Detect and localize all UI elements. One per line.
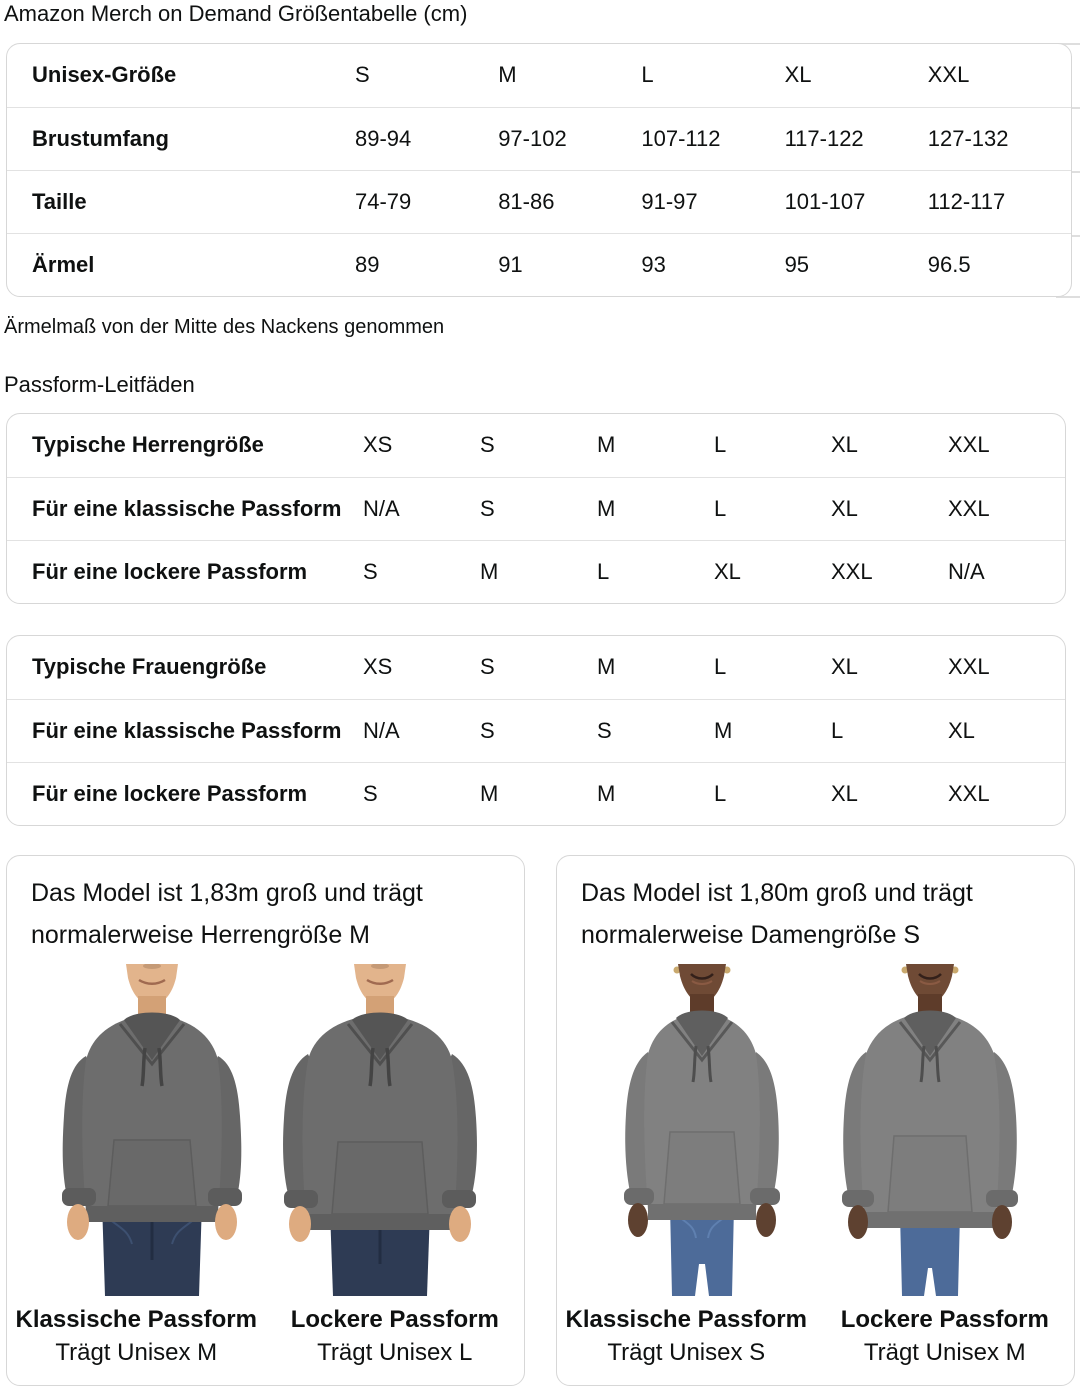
size-value: M xyxy=(714,699,831,762)
model-photo-classic-fit-male xyxy=(40,964,264,1296)
size-value: XL xyxy=(948,699,1065,762)
fit-label: Lockere Passform xyxy=(290,1306,499,1333)
table-row xyxy=(7,540,1065,603)
size-value: 81-86 xyxy=(498,170,641,233)
model-photo-loose-fit-female xyxy=(818,964,1042,1296)
size-value: S xyxy=(480,699,597,762)
row-label: Für eine lockere Passform xyxy=(7,540,363,603)
size-value: S xyxy=(480,654,495,680)
row-label: Für eine klassische Passform xyxy=(7,477,363,540)
size-value: N/A xyxy=(363,477,480,540)
row-label: Typische Herrengröße xyxy=(32,432,264,458)
unisex-size-table xyxy=(7,44,1071,296)
fit-labels-row xyxy=(7,1304,524,1370)
size-value: XL xyxy=(831,762,948,825)
size-value: M xyxy=(480,762,597,825)
size-value: 74-79 xyxy=(355,170,498,233)
size-value: 91 xyxy=(498,233,641,296)
row-label: Für eine klassische Passform xyxy=(7,699,363,762)
size-value: XXL xyxy=(948,654,990,680)
size-value: XL xyxy=(784,62,812,88)
womens-fit-table xyxy=(7,636,1065,825)
size-value: 91-97 xyxy=(641,170,784,233)
size-value: 117-122 xyxy=(785,107,928,170)
size-value: S xyxy=(480,432,495,458)
table-row xyxy=(7,477,1065,540)
size-value: N/A xyxy=(948,540,1065,603)
size-value: S xyxy=(355,62,370,88)
page-title: Amazon Merch on Demand Größentabelle (cm) xyxy=(4,1,468,26)
size-value: XL xyxy=(831,477,948,540)
size-value: XXL xyxy=(948,477,1065,540)
size-value: 127-132 xyxy=(928,107,1071,170)
model-photos-row xyxy=(7,964,524,1296)
row-label: Typische Frauengröße xyxy=(32,654,267,680)
fit-size-label: Trägt Unisex M xyxy=(863,1339,1026,1366)
model-description: Das Model ist 1,80m groß und trägt normalerweise Damengröße S xyxy=(581,879,973,949)
table-row xyxy=(7,699,1065,762)
size-value: XXL xyxy=(927,62,970,88)
size-value: L xyxy=(714,432,727,458)
unisex-size-table-card xyxy=(6,43,1072,297)
model-photo-loose-fit-male xyxy=(268,964,492,1296)
size-value: S xyxy=(597,699,714,762)
size-value: M xyxy=(597,477,714,540)
size-value: L xyxy=(597,540,714,603)
sleeve-measure-note: Ärmelmaß von der Mitte des Nackens genommen xyxy=(4,316,445,338)
size-value: L xyxy=(641,62,654,88)
womens-fit-table-card xyxy=(6,635,1066,826)
mens-fit-table xyxy=(7,414,1065,603)
mens-model-card xyxy=(6,855,525,1386)
size-value: M xyxy=(597,654,616,680)
table-row xyxy=(7,44,1071,107)
table-row xyxy=(7,170,1071,233)
table-row xyxy=(7,414,1065,477)
size-value: 107-112 xyxy=(641,107,784,170)
row-label: Für eine lockere Passform xyxy=(7,762,363,825)
size-value: 97-102 xyxy=(498,107,641,170)
fit-label: Lockere Passform xyxy=(840,1306,1049,1333)
row-label: Brustumfang xyxy=(7,107,355,170)
size-value: M xyxy=(597,762,714,825)
size-value: M xyxy=(597,432,616,458)
size-value: L xyxy=(714,477,831,540)
fit-label: Klassische Passform xyxy=(565,1306,807,1333)
size-value: L xyxy=(714,654,727,680)
size-value: XL xyxy=(831,432,858,458)
fit-size-label: Trägt Unisex L xyxy=(317,1339,473,1366)
size-value: 112-117 xyxy=(928,170,1071,233)
row-label: Unisex-Größe xyxy=(32,62,177,88)
mens-fit-table-card xyxy=(6,413,1066,604)
model-description: Das Model ist 1,83m groß und trägt normalerweise Herrengröße M xyxy=(31,879,423,949)
size-value: 101-107 xyxy=(785,170,928,233)
fit-label-block xyxy=(557,1304,816,1370)
table-row xyxy=(7,233,1071,296)
size-value: M xyxy=(480,540,597,603)
size-value: S xyxy=(363,762,480,825)
size-value: 89-94 xyxy=(355,107,498,170)
size-value: XS xyxy=(363,654,393,680)
fit-labels-row xyxy=(557,1304,1074,1370)
size-value: L xyxy=(831,699,948,762)
fit-size-label: Trägt Unisex S xyxy=(607,1339,766,1366)
table-row xyxy=(7,762,1065,825)
fit-guides-heading: Passform-Leitfäden xyxy=(4,372,195,397)
fit-label-block xyxy=(266,1304,525,1370)
size-value: 89 xyxy=(355,233,498,296)
fit-label-block xyxy=(816,1304,1075,1370)
size-value: M xyxy=(498,62,517,88)
size-value: L xyxy=(714,762,831,825)
model-photo-classic-fit-female xyxy=(590,964,814,1296)
size-value: S xyxy=(363,540,480,603)
fit-label: Klassische Passform xyxy=(15,1306,257,1333)
row-label: Ärmel xyxy=(7,233,355,296)
table-row xyxy=(7,636,1065,699)
row-label: Taille xyxy=(7,170,355,233)
size-value: XS xyxy=(363,432,393,458)
size-value: XXL xyxy=(948,432,990,458)
size-value: XL xyxy=(714,540,831,603)
size-value: 96.5 xyxy=(928,233,1071,296)
size-value: XL xyxy=(831,654,858,680)
size-value: 95 xyxy=(785,233,928,296)
size-value: XXL xyxy=(948,762,1065,825)
size-value: N/A xyxy=(363,699,480,762)
model-photos-row xyxy=(557,964,1074,1296)
size-value: S xyxy=(480,477,597,540)
size-value: XXL xyxy=(831,540,948,603)
womens-model-card xyxy=(556,855,1075,1386)
size-value: 93 xyxy=(641,233,784,296)
table-row xyxy=(7,107,1071,170)
fit-size-label: Trägt Unisex M xyxy=(55,1339,218,1366)
fit-label-block xyxy=(7,1304,266,1370)
